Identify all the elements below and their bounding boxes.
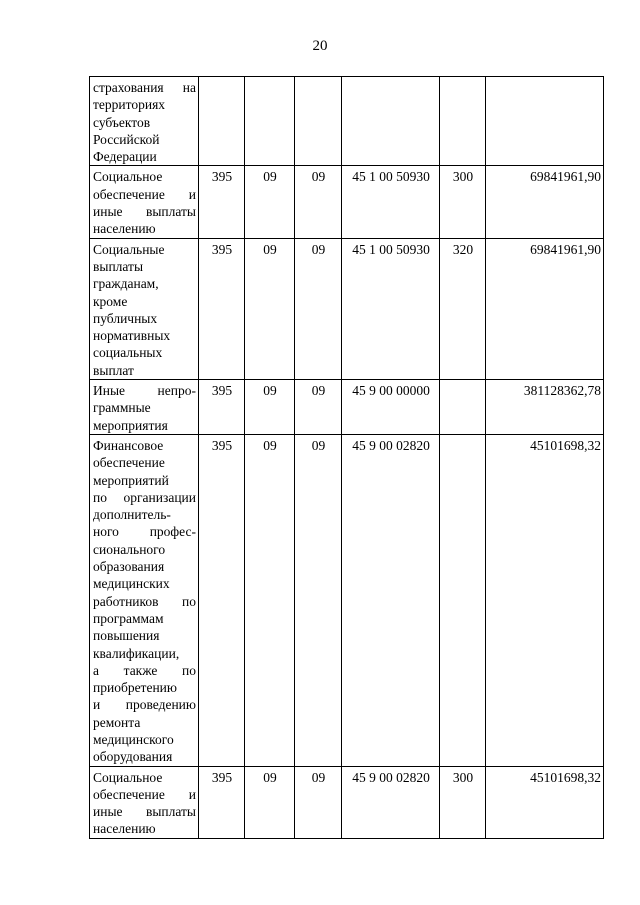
expense-name-line: Социальное: [93, 769, 163, 785]
expense-type-cell: 320: [440, 238, 486, 379]
ministry-code-cell: [199, 77, 245, 166]
table-row: [90, 77, 604, 166]
expense-name-line: мероприятия: [93, 417, 168, 433]
expense-name-line: программам: [93, 610, 164, 626]
subsection-code-cell: 09: [295, 766, 342, 838]
expense-name-line: и проведению: [93, 697, 196, 713]
expense-name-line: гражданам,: [93, 276, 159, 292]
section-code-cell: [245, 77, 295, 166]
page-number: 20: [312, 38, 328, 54]
budget-table: [89, 76, 604, 839]
expense-name-cell: [90, 766, 199, 838]
target-article-cell: 45 1 00 50930: [342, 166, 440, 238]
expense-name-line: Иные непро-: [93, 383, 196, 399]
target-article-cell: 45 9 00 02820: [342, 766, 440, 838]
expense-name-line: иные выплаты: [93, 204, 196, 220]
expense-name-line: публичных: [93, 310, 158, 326]
section-code-cell: 09: [245, 766, 295, 838]
expense-name-line: оборудования: [93, 749, 173, 765]
ministry-code-cell: 395: [199, 238, 245, 379]
subsection-code-cell: 09: [295, 380, 342, 435]
expense-name-line: приобретению: [93, 680, 177, 696]
expense-name-line: ремонта: [93, 714, 141, 730]
expense-name-line: а также по: [93, 662, 196, 678]
section-code-cell: 09: [245, 238, 295, 379]
amount-cell: 69841961,90: [486, 238, 604, 379]
target-article-cell: 45 9 00 02820: [342, 434, 440, 766]
expense-name-line: нормативных: [93, 328, 171, 344]
target-article-cell: 45 9 00 00000: [342, 380, 440, 435]
expense-name-line: выплат: [93, 362, 134, 378]
ministry-code-cell: 395: [199, 766, 245, 838]
section-code-cell: 09: [245, 434, 295, 766]
expense-name-line: обеспечение и: [93, 786, 196, 802]
expense-name-line: социальных: [93, 345, 163, 361]
amount-cell: 69841961,90: [486, 166, 604, 238]
expense-type-cell: 300: [440, 766, 486, 838]
expense-name-line: дополнитель-: [93, 507, 171, 523]
expense-name-line: населению: [93, 821, 156, 837]
expense-name-line: Российской: [93, 131, 160, 147]
expense-name-line: Финансовое: [93, 437, 164, 453]
expense-name-cell: [90, 77, 199, 166]
table-row: [90, 766, 604, 838]
expense-name-line: медицинских: [93, 576, 170, 592]
expense-type-cell: 300: [440, 166, 486, 238]
expense-name-line: Социальные: [93, 241, 165, 257]
table-row: [90, 238, 604, 379]
expense-name-line: мероприятий: [93, 472, 169, 488]
table-row: [90, 380, 604, 435]
amount-cell: [486, 77, 604, 166]
expense-name-line: обеспечение и: [93, 186, 196, 202]
expense-name-cell: [90, 434, 199, 766]
expense-name-line: образования: [93, 559, 165, 575]
expense-type-cell: [440, 77, 486, 166]
expense-name-line: по организации: [93, 489, 196, 505]
expense-name-line: страхования на: [93, 80, 196, 95]
expense-name-line: ного профес-: [93, 524, 196, 540]
expense-name-line: граммные: [93, 400, 151, 416]
section-code-cell: 09: [245, 166, 295, 238]
amount-cell: 45101698,32: [486, 766, 604, 838]
target-article-cell: 45 1 00 50930: [342, 238, 440, 379]
expense-name-line: субъектов: [93, 114, 151, 130]
expense-type-cell: [440, 380, 486, 435]
expense-name-line: Социальное: [93, 169, 163, 185]
section-code-cell: 09: [245, 380, 295, 435]
subsection-code-cell: 09: [295, 434, 342, 766]
expense-name-line: населению: [93, 221, 156, 237]
amount-cell: 381128362,78: [486, 380, 604, 435]
subsection-code-cell: 09: [295, 166, 342, 238]
expense-name-line: квалификации,: [93, 645, 180, 661]
budget-table-body: [90, 77, 604, 839]
ministry-code-cell: 395: [199, 380, 245, 435]
expense-name-cell: [90, 238, 199, 379]
table-row: [90, 166, 604, 238]
expense-name-line: выплаты: [93, 258, 144, 274]
expense-type-cell: [440, 434, 486, 766]
expense-name-line: работников по: [93, 593, 196, 609]
expense-name-line: повышения: [93, 628, 160, 644]
expense-name-cell: [90, 166, 199, 238]
expense-name-line: медицинского: [93, 731, 174, 747]
ministry-code-cell: 395: [199, 166, 245, 238]
expense-name-line: Федерации: [93, 149, 157, 165]
subsection-code-cell: [295, 77, 342, 166]
expense-name-line: иные выплаты: [93, 804, 196, 820]
table-row: [90, 434, 604, 766]
ministry-code-cell: 395: [199, 434, 245, 766]
expense-name-line: кроме: [93, 293, 128, 309]
expense-name-line: обеспечение: [93, 455, 165, 471]
expense-name-cell: [90, 380, 199, 435]
amount-cell: 45101698,32: [486, 434, 604, 766]
target-article-cell: [342, 77, 440, 166]
expense-name-line: сионального: [93, 541, 166, 557]
expense-name-line: территориях: [93, 97, 166, 113]
subsection-code-cell: 09: [295, 238, 342, 379]
